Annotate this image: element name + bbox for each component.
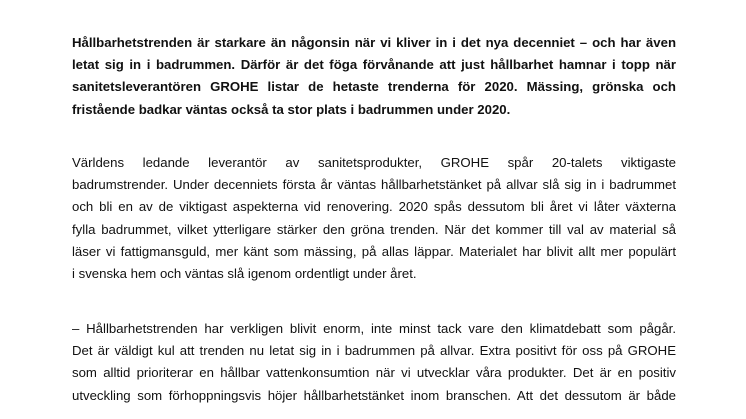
body-line: badrumstrender. Under decenniets första år väntas hållbarhetstänket på allvar slå sig in i badrummet [72,177,676,193]
lead-line: sanitetsleverantören GROHE listar de hetaste trenderna för 2020. Mässing, grönska och [72,79,676,95]
body-line: i svenska hem och väntas slå igenom ordentligt under året. [72,266,417,282]
lead-paragraph [72,32,676,121]
lead-line: letat sig in i badrummen. Därför är det föga förvånande att just hållbarhet hamnar i topp när [72,57,676,73]
body-line: utveckling som förhoppningsvis höjer hållbarhetstänket inom branschen. Att det dessutom är både [72,387,676,403]
body-line: Världens ledande leverantör av sanitetsprodukter, GROHE spår 20-talets viktigaste [72,155,676,170]
body-line: och bli en av de viktigast aspekterna vid renovering. 2020 spås dessutom bli året vi låter växterna [72,199,676,215]
body-line: – Hållbarhetstrenden har verkligen blivit enorm, inte minst tack vare den klimatdebatt som pågår. [72,321,676,336]
body-line: som alltid prioriterar en hållbar vattenkonsumtion när vi utvecklar våra produkter. Det är en positiv [72,365,676,381]
body-paragraph-1 [72,152,676,285]
body-line: läser vi fattigmansguld, mer känt som mässing, på allas läppar. Materialet har blivit allt mer populärt [72,243,676,259]
lead-line: fristående badkar väntas också ta stor plats i badrummen under 2020. [72,101,511,117]
body-line: Det är väldigt kul att trenden nu letat sig in i badrummen på allvar. Extra positivt för oss på GROHE [72,343,676,359]
body-paragraph-2 [72,318,676,407]
lead-line: Hållbarhetstrenden är starkare än någonsin när vi kliver in i det nya decenniet – och har även [72,35,676,50]
body-line: fylla badrummet, vilket ytterligare stärker den gröna trenden. När det kommer till val av material så [72,221,676,237]
